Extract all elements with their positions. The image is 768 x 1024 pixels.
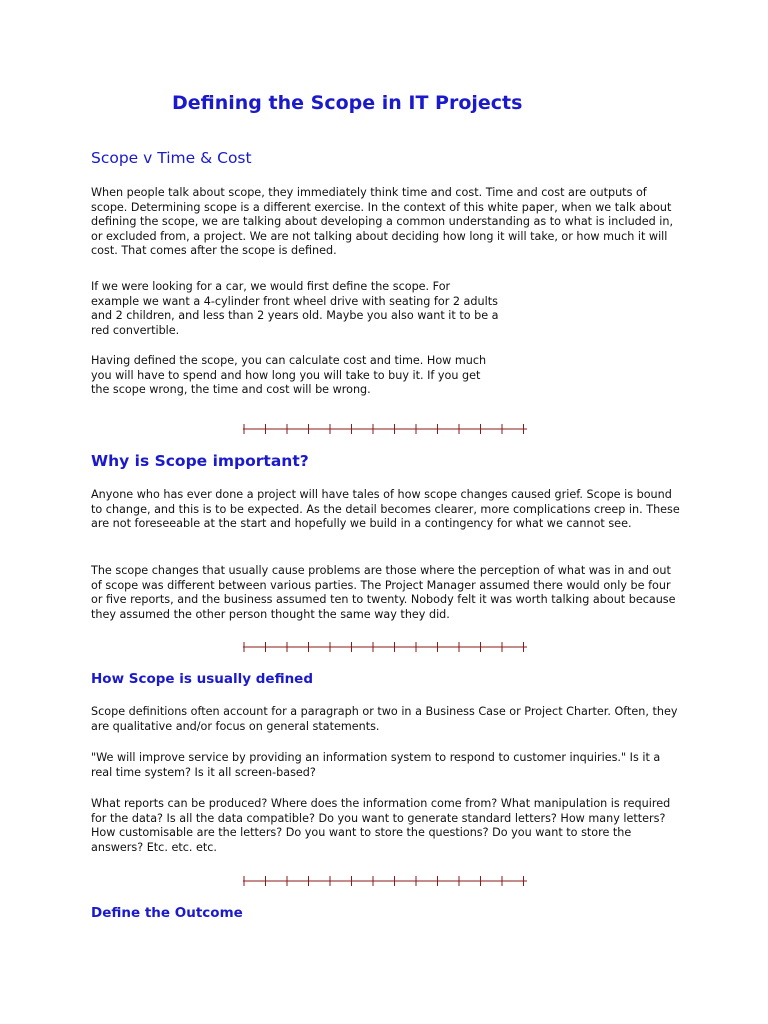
- paragraph: When people talk about scope, they immediately think time and cost. Time and cost are outputs of scope. Determining scope is a different exercise. In the context of this white paper, when we talk about defining the scope, we are talking about developing a common understanding as to what is included in, or excluded from, a project. We are not talking about deciding how long it will take, or how much it will cost. That comes after the scope is defined.: [91, 186, 674, 258]
- section-heading-how-scope-defined: How Scope is usually defined: [91, 671, 314, 687]
- section-divider: [241, 423, 531, 435]
- section-divider: [241, 875, 531, 887]
- section-heading-scope-time-cost: Scope v Time & Cost: [91, 149, 252, 167]
- paragraph: If we were looking for a car, we would first define the scope. For example we want a 4-cylinder front wheel drive with seating for 2 adults and 2 children, and less than 2 years old. Maybe you also want it to be a red convertible.: [91, 280, 499, 337]
- page-title: Defining the Scope in IT Projects: [172, 92, 523, 114]
- paragraph: Scope definitions often account for a paragraph or two in a Business Case or Project Charter. Often, they are qualitative and/or focus on general statements.: [91, 705, 678, 733]
- paragraph: Anyone who has ever done a project will have tales of how scope changes caused grief. Scope is bound to change, and this is to be expected. As the detail becomes clearer, more complications creep in. These are not foreseeable at the start and hopefully we build in a contingency for what we cannot see.: [91, 488, 680, 531]
- paragraph: Having defined the scope, you can calculate cost and time. How much you will have to spend and how long you will take to buy it. If you get the scope wrong, the time and cost will be wrong.: [91, 354, 487, 397]
- section-heading-why-scope-important: Why is Scope important?: [91, 452, 309, 470]
- paragraph: The scope changes that usually cause problems are those where the perception of what was in and out of scope was different between various parties. The Project Manager assumed there would only be four or five reports, and the business assumed ten to twenty. Nobody felt it was worth talking about because they assumed the other person thought the same way they did.: [91, 564, 676, 621]
- paragraph: What reports can be produced? Where does the information come from? What manipulation is required for the data? Is all the data compatible? Do you want to generate standard letters? How many letters? How customisable are the letters? Do you want to store the questions? Do you want to store the answers? Etc. etc. etc.: [91, 797, 671, 854]
- section-heading-define-outcome: Define the Outcome: [91, 905, 243, 921]
- paragraph: "We will improve service by providing an information system to respond to customer inquiries." Is it a real time system? Is it all screen-based?: [91, 751, 661, 779]
- section-divider: [241, 641, 531, 653]
